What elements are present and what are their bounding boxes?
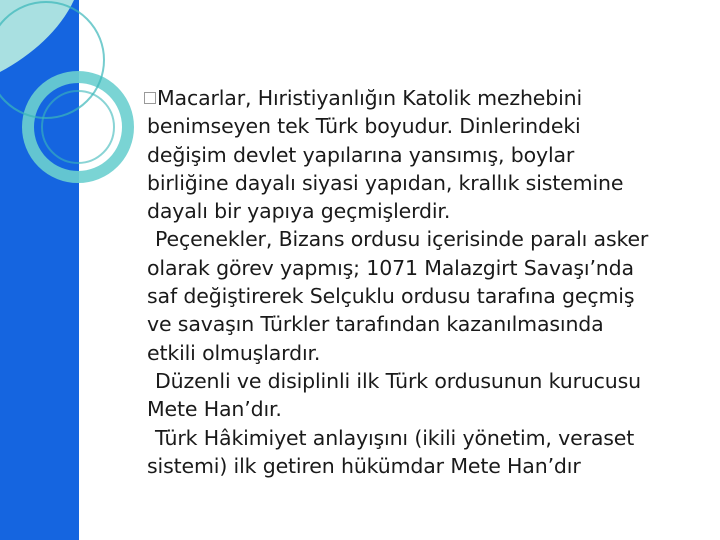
text-line: ve savaşın Türkler tarafından kazanılmasında xyxy=(147,312,604,337)
text-line: olarak görev yapmış; 1071 Malazgirt Savaşı’nda xyxy=(147,255,634,280)
empty-square-icon xyxy=(144,92,156,104)
text-line: dayalı bir yapıya geçmişlerdir. xyxy=(147,199,451,224)
text-line: Peçenekler, Bizans ordusu içerisinde paralı asker xyxy=(155,227,649,252)
text-line: benimseyen tek Türk boyudur. Dinlerindeki xyxy=(147,114,581,139)
text-line: Mete Han’dır. xyxy=(147,397,282,422)
text-line: Macarlar, Hıristiyanlığın Katolik mezhebini xyxy=(157,86,583,110)
text-line: Türk Hâkimiyet anlayışını (ikili yönetim, veraset xyxy=(155,425,635,450)
text-line: değişim devlet yapılarına yansımış, boylar xyxy=(147,142,575,167)
slide-body-text xyxy=(147,84,707,480)
text-line: Düzenli ve disiplinli ilk Türk ordusunun kurucusu xyxy=(155,368,642,393)
text-line: birliğine dayalı siyasi yapıdan, krallık sistemine xyxy=(147,170,624,195)
text-line: etkili olmuşlardır. xyxy=(147,340,321,365)
bullet-line-1 xyxy=(157,84,707,112)
text-line: sistemi) ilk getiren hükümdar Mete Han’dır xyxy=(147,453,581,478)
text-line: saf değiştirerek Selçuklu ordusu tarafına geçmiş xyxy=(147,284,635,309)
